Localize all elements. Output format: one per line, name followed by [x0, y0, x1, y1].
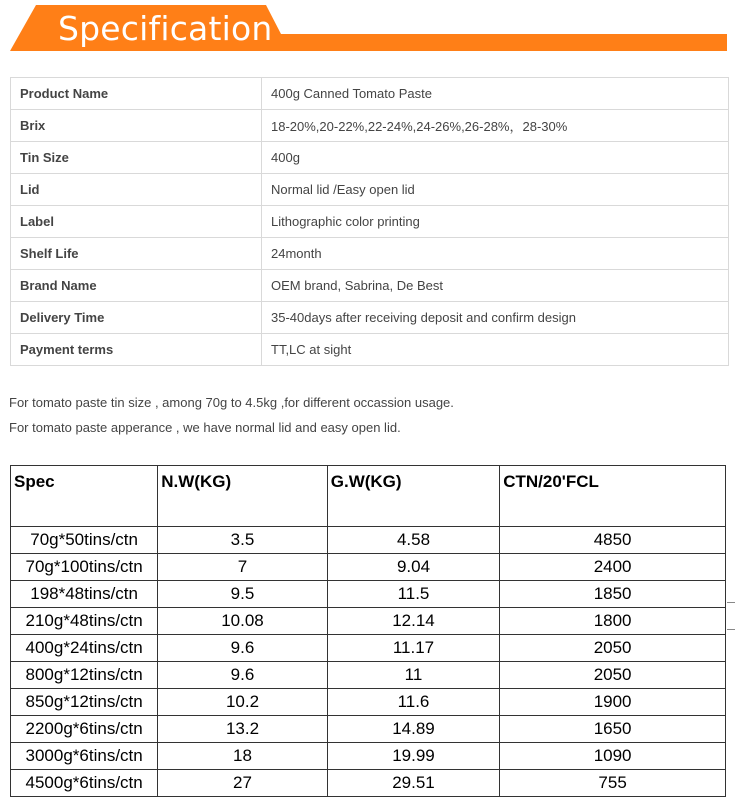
cell-cartons: 1800: [500, 608, 726, 635]
table-header-row: [11, 466, 726, 527]
spec-label: Brand Name: [11, 270, 262, 302]
table-edge-divider: [727, 629, 735, 630]
spec-value: 400g Canned Tomato Paste: [262, 78, 729, 110]
table-row: [11, 78, 729, 110]
specification-table: [10, 77, 729, 366]
table-row: [11, 581, 726, 608]
cell-net-weight: 3.5: [158, 527, 328, 554]
cell-cartons: 2050: [500, 635, 726, 662]
cell-spec: 210g*48tins/ctn: [11, 608, 158, 635]
table-row: [11, 635, 726, 662]
cell-net-weight: 10.08: [158, 608, 328, 635]
cell-cartons: 2050: [500, 662, 726, 689]
cell-gross-weight: 11: [327, 662, 499, 689]
table-row: [11, 662, 726, 689]
cell-gross-weight: 29.51: [327, 770, 499, 797]
spec-value: 35-40days after receiving deposit and confirm design: [262, 302, 729, 334]
header-gross-weight: G.W(KG): [327, 466, 499, 527]
spec-label: Lid: [11, 174, 262, 206]
cell-cartons: 1850: [500, 581, 726, 608]
spec-value: 400g: [262, 142, 729, 174]
table-row: [11, 608, 726, 635]
cell-cartons: 1650: [500, 716, 726, 743]
spec-label: Tin Size: [11, 142, 262, 174]
table-row: [11, 238, 729, 270]
cell-gross-weight: 11.5: [327, 581, 499, 608]
cell-spec: 70g*50tins/ctn: [11, 527, 158, 554]
cell-gross-weight: 14.89: [327, 716, 499, 743]
cell-cartons: 1900: [500, 689, 726, 716]
cell-cartons: 755: [500, 770, 726, 797]
table-row: [11, 716, 726, 743]
spec-value: Normal lid /Easy open lid: [262, 174, 729, 206]
cell-net-weight: 9.5: [158, 581, 328, 608]
cell-gross-weight: 9.04: [327, 554, 499, 581]
cell-cartons: 1090: [500, 743, 726, 770]
spec-label: Shelf Life: [11, 238, 262, 270]
spec-value: 24month: [262, 238, 729, 270]
cell-gross-weight: 19.99: [327, 743, 499, 770]
table-row: [11, 554, 726, 581]
header-spec: Spec: [11, 466, 158, 527]
table-row: [11, 270, 729, 302]
cell-net-weight: 18: [158, 743, 328, 770]
packing-table: [10, 465, 726, 797]
header-cartons-per-container: CTN/20'FCL: [500, 466, 726, 527]
spec-label: Label: [11, 206, 262, 238]
spec-value: Lithographic color printing: [262, 206, 729, 238]
cell-spec: 800g*12tins/ctn: [11, 662, 158, 689]
specification-banner: [0, 0, 739, 62]
table-row: [11, 110, 729, 142]
cell-spec: 198*48tins/ctn: [11, 581, 158, 608]
cell-gross-weight: 11.6: [327, 689, 499, 716]
cell-net-weight: 13.2: [158, 716, 328, 743]
cell-spec: 2200g*6tins/ctn: [11, 716, 158, 743]
header-net-weight: N.W(KG): [158, 466, 328, 527]
cell-gross-weight: 12.14: [327, 608, 499, 635]
table-row: [11, 206, 729, 238]
table-row: [11, 527, 726, 554]
table-row: [11, 743, 726, 770]
cell-net-weight: 27: [158, 770, 328, 797]
table-row: [11, 689, 726, 716]
cell-spec: 70g*100tins/ctn: [11, 554, 158, 581]
spec-label: Brix: [11, 110, 262, 142]
cell-net-weight: 9.6: [158, 662, 328, 689]
spec-label: Delivery Time: [11, 302, 262, 334]
cell-spec: 400g*24tins/ctn: [11, 635, 158, 662]
cell-net-weight: 9.6: [158, 635, 328, 662]
table-row: [11, 302, 729, 334]
cell-cartons: 2400: [500, 554, 726, 581]
cell-spec: 4500g*6tins/ctn: [11, 770, 158, 797]
table-edge-divider: [727, 602, 735, 603]
cell-net-weight: 10.2: [158, 689, 328, 716]
note-lid-type: For tomato paste apperance , we have normal lid and easy open lid.: [9, 420, 401, 435]
cell-gross-weight: 4.58: [327, 527, 499, 554]
spec-label: Product Name: [11, 78, 262, 110]
note-tin-size: For tomato paste tin size , among 70g to 4.5kg ,for different occassion usage.: [9, 395, 454, 410]
spec-label: Payment terms: [11, 334, 262, 366]
cell-spec: 3000g*6tins/ctn: [11, 743, 158, 770]
table-row: [11, 174, 729, 206]
table-row: [11, 334, 729, 366]
table-row: [11, 142, 729, 174]
table-row: [11, 770, 726, 797]
spec-value: 18-20%,20-22%,22-24%,24-26%,26-28%，28-30%: [262, 110, 729, 142]
cell-gross-weight: 11.17: [327, 635, 499, 662]
cell-spec: 850g*12tins/ctn: [11, 689, 158, 716]
cell-cartons: 4850: [500, 527, 726, 554]
banner-title: Specification: [58, 9, 273, 48]
spec-value: OEM brand, Sabrina, De Best: [262, 270, 729, 302]
cell-net-weight: 7: [158, 554, 328, 581]
spec-value: TT,LC at sight: [262, 334, 729, 366]
